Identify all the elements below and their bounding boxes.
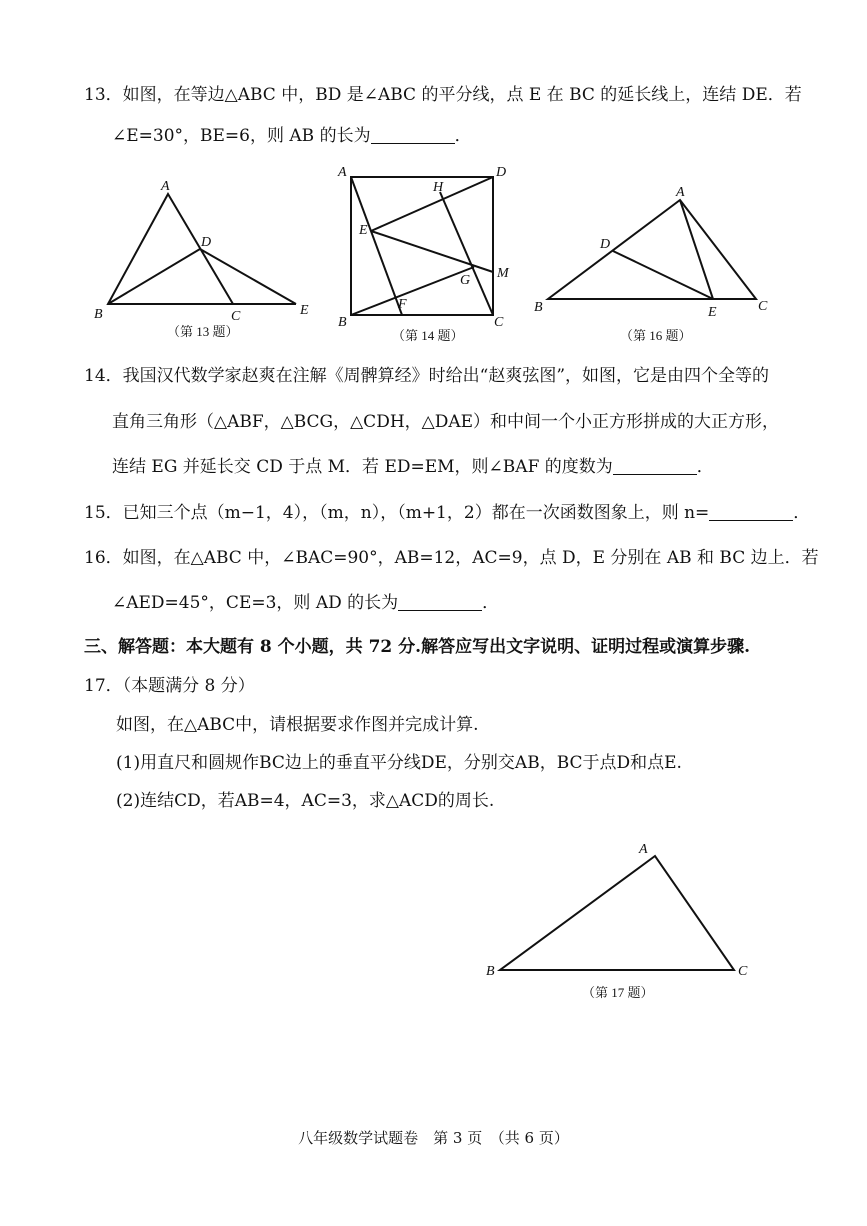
label-b: B (94, 307, 103, 322)
caption-14: （第 14 题） (392, 328, 464, 343)
label-h: H (433, 180, 444, 195)
q17-part1: (1)用直尺和圆规作BC边上的垂直平分线DE，分别交AB，BC于点D和点E. (116, 753, 682, 773)
segment-de (200, 249, 296, 304)
label-c: C (494, 315, 504, 330)
label-c: C (758, 299, 768, 314)
label-b: B (338, 315, 347, 330)
segment-bg (351, 267, 474, 315)
label-a: A (161, 179, 170, 194)
q14-line1: 14．我国汉代数学家赵爽在注解《周髀算经》时给出“赵爽弦图”，如图，它是由四个全等的 (84, 366, 770, 386)
q17-part2: (2)连结CD，若AB=4，AC=3，求△ACD的周长. (116, 791, 495, 811)
figure-16 (530, 178, 780, 348)
q17-header: 17．（本题满分 8 分） (84, 676, 255, 696)
q14-line3: 连结 EG 并延长交 CD 于点 M．若 ED=EM，则∠BAF 的度数为 ． (112, 457, 714, 477)
answer-blank-16[interactable] (398, 592, 482, 611)
label-e: E (300, 303, 309, 318)
label-d: D (496, 165, 507, 180)
label-b: B (486, 964, 495, 979)
figure-13 (85, 172, 325, 347)
answer-blank-13[interactable] (371, 125, 455, 144)
label-m: M (497, 266, 509, 281)
q17-intro: 如图，在△ABC中，请根据要求作图并完成计算. (116, 715, 479, 735)
segment-bd (108, 249, 200, 304)
segment-af (351, 177, 402, 315)
segment-em (371, 231, 493, 272)
label-e: E (708, 305, 717, 320)
label-a: A (338, 165, 347, 180)
caption-17: （第 17 题） (582, 985, 654, 1000)
segment-de (613, 251, 713, 299)
label-c: C (231, 309, 241, 324)
section-3-title: 三、解答题：本大题有 8 个小题，共 72 分.解答应写出文字说明、证明过程或演算步骤. (84, 637, 750, 657)
label-f: F (398, 297, 407, 312)
label-d: D (201, 235, 212, 250)
answer-blank-14[interactable] (613, 456, 697, 475)
q13-line1: 13．如图，在等边△ABC 中，BD 是∠ABC 的平分线，点 E 在 BC 的延长线上，连结 DE．若 (84, 85, 802, 105)
segment-ae (680, 200, 713, 299)
triangle-abc (500, 856, 734, 970)
big-square (351, 177, 493, 315)
label-d: D (600, 237, 611, 252)
page-footer: 八年级数学试题卷 第 3 页 （共 6 页） (298, 1129, 569, 1147)
label-a: A (639, 842, 648, 857)
figure-17 (482, 835, 762, 1010)
answer-blank-15[interactable] (709, 502, 793, 521)
segment-de (371, 177, 493, 231)
label-e: E (359, 223, 368, 238)
label-a: A (676, 185, 685, 200)
q16-line1: 16．如图，在△ABC 中，∠BAC=90°，AB=12，AC=9，点 D，E 分别在 AB 和 BC 边上．若 (84, 548, 819, 568)
triangle-abc (108, 194, 233, 304)
figure-14 (332, 160, 522, 345)
q16-line2: ∠AED=45°，CE=3，则 AD 的长为 ． (112, 593, 500, 613)
segment-ch (440, 192, 493, 315)
triangle-abc (548, 200, 756, 299)
label-c: C (738, 964, 748, 979)
q13-line2: ∠E=30°，BE=6，则 AB 的长为 ． (112, 126, 472, 146)
label-g: G (460, 273, 471, 288)
caption-13: （第 13 题） (167, 324, 239, 339)
q15-line1: 15．已知三个点（m−1，4），（m，n），（m+1，2）都在一次函数图象上，则 n= ． (84, 503, 811, 523)
label-b: B (534, 300, 543, 315)
caption-16: （第 16 题） (620, 328, 692, 343)
q14-line2: 直角三角形（△ABF，△BCG，△CDH，△DAE）和中间一个小正方形拼成的大正方形， (112, 412, 780, 432)
